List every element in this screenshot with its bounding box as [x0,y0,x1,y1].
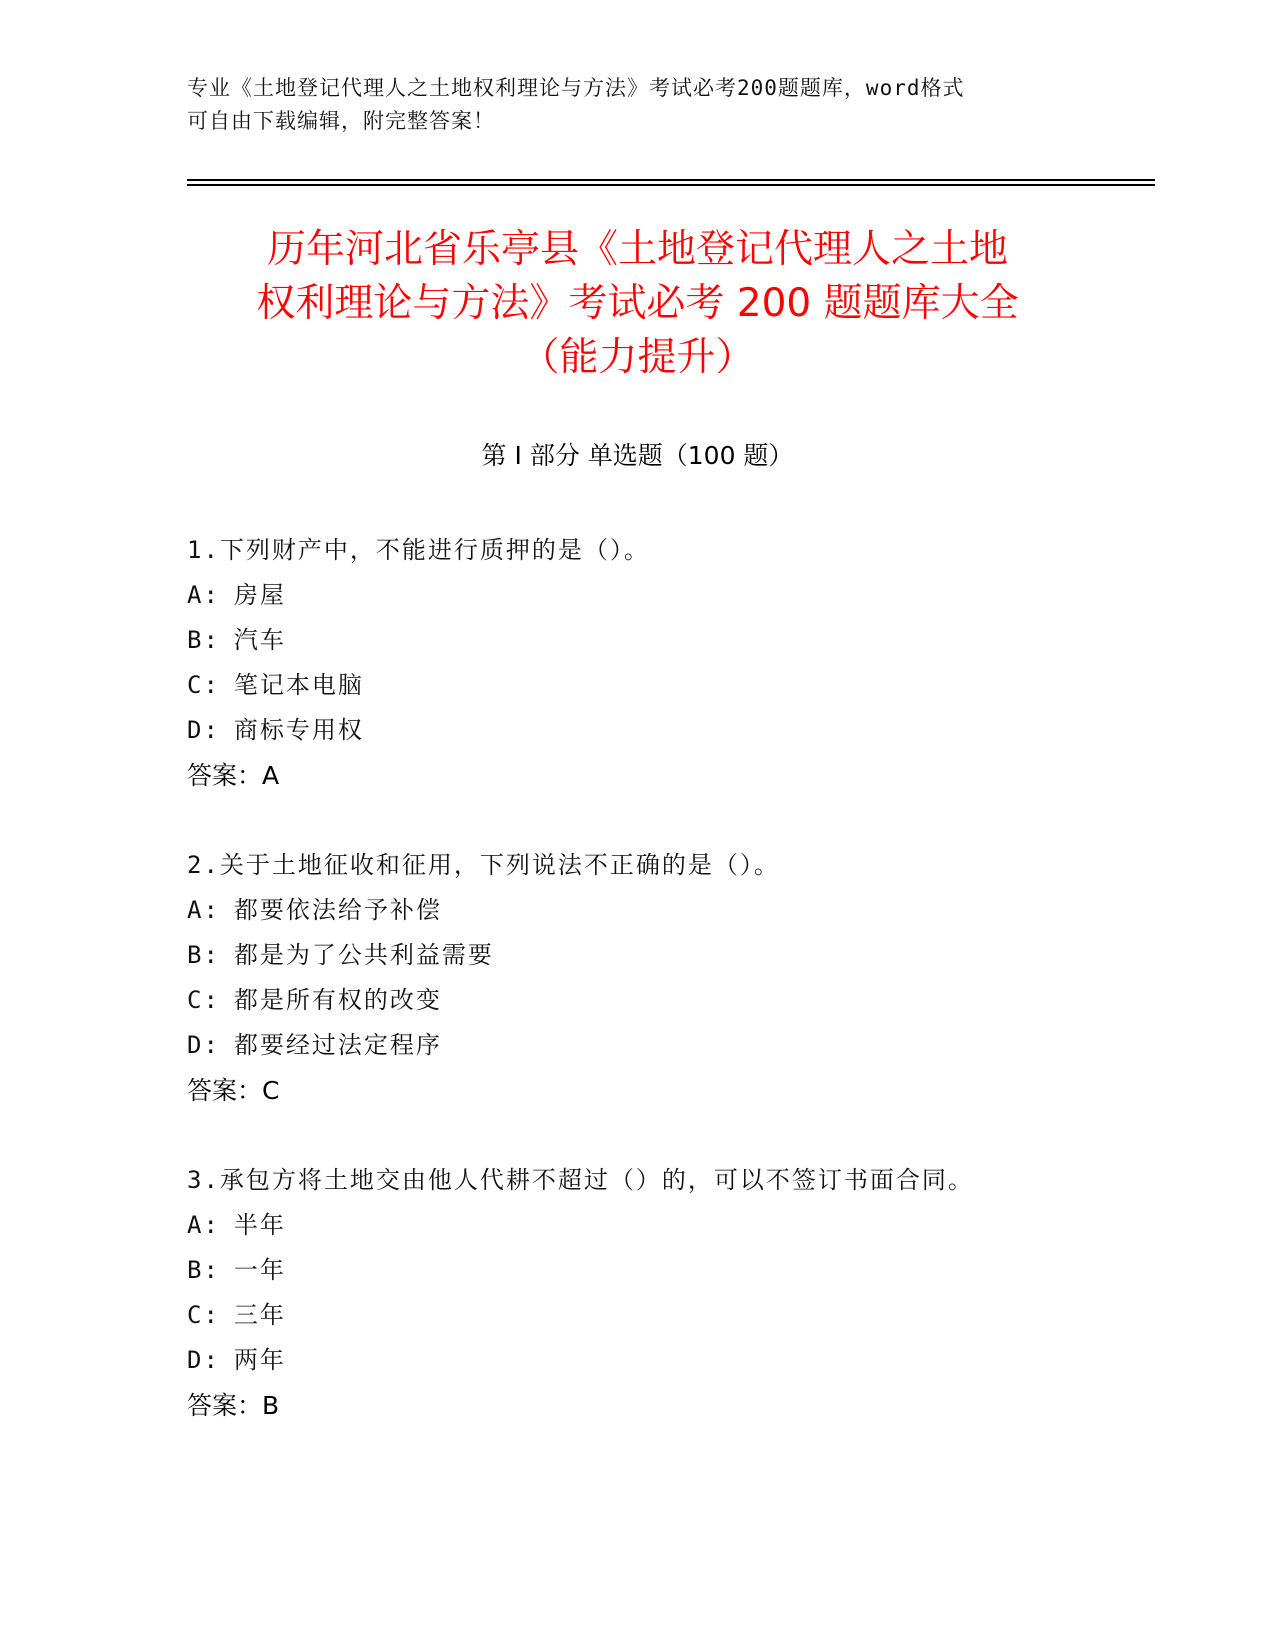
option-letter: B: [187,626,220,654]
option-letter: C: [187,671,220,699]
option-a [187,573,1147,618]
option-b [187,1248,1147,1293]
option-letter: D: [187,1346,220,1374]
option-c [187,663,1147,708]
document-title-line-2: 权利理论与方法》考试必考 200 题题库大全 [256,281,1019,326]
answer: 答案：A [187,761,280,790]
option-d [187,708,1147,753]
option-letter: C: [187,986,220,1014]
option-text: 房屋 [233,581,286,609]
question-3 [187,1158,1147,1428]
option-text: 一年 [233,1256,286,1284]
question-stem: 2.关于土地征收和征用，下列说法不正确的是（）。 [187,851,780,879]
option-b [187,933,1147,978]
option-c [187,1293,1147,1338]
option-text: 都要依法给予补偿 [233,896,442,924]
answer: 答案：B [187,1391,280,1420]
question-2 [187,843,1147,1113]
question-stem: 3.承包方将土地交由他人代耕不超过（）的，可以不签订书面合同。 [187,1166,974,1194]
option-letter: A: [187,896,220,924]
option-letter: C: [187,1301,220,1329]
option-letter: A: [187,581,220,609]
option-letter: A: [187,1211,220,1239]
option-b [187,618,1147,663]
header-divider-top [187,179,1155,181]
option-letter: D: [187,716,220,744]
option-text: 汽车 [233,626,286,654]
question-1 [187,528,1147,798]
header-note-line-2: 可自由下载编辑，附完整答案！ [187,109,495,133]
option-letter: D: [187,1031,220,1059]
answer: 答案：C [187,1076,280,1105]
option-text: 笔记本电脑 [233,671,364,699]
document-title [150,223,1125,385]
option-text: 都要经过法定程序 [233,1031,442,1059]
option-text: 三年 [233,1301,286,1329]
option-letter: B: [187,1256,220,1284]
header-note [187,72,1087,138]
option-text: 半年 [233,1211,286,1239]
option-c [187,978,1147,1023]
document-title-line-1: 历年河北省乐亭县《土地登记代理人之土地 [266,227,1008,272]
header-note-line-1: 专业《土地登记代理人之土地权利理论与方法》考试必考200题题库，word格式 [187,76,965,100]
option-d [187,1338,1147,1383]
question-stem: 1.下列财产中，不能进行质押的是（）。 [187,536,650,564]
option-d [187,1023,1147,1068]
option-letter: B: [187,941,220,969]
option-text: 都是为了公共利益需要 [233,941,494,969]
section-title: 第 I 部分 单选题（100 题） [481,441,794,470]
document-title-line-3: （能力提升） [520,335,755,380]
option-text: 商标专用权 [233,716,364,744]
question-list [187,528,1147,1473]
option-text: 都是所有权的改变 [233,986,442,1014]
option-text: 两年 [233,1346,286,1374]
option-a [187,1203,1147,1248]
header-divider-bottom [187,184,1155,186]
option-a [187,888,1147,933]
